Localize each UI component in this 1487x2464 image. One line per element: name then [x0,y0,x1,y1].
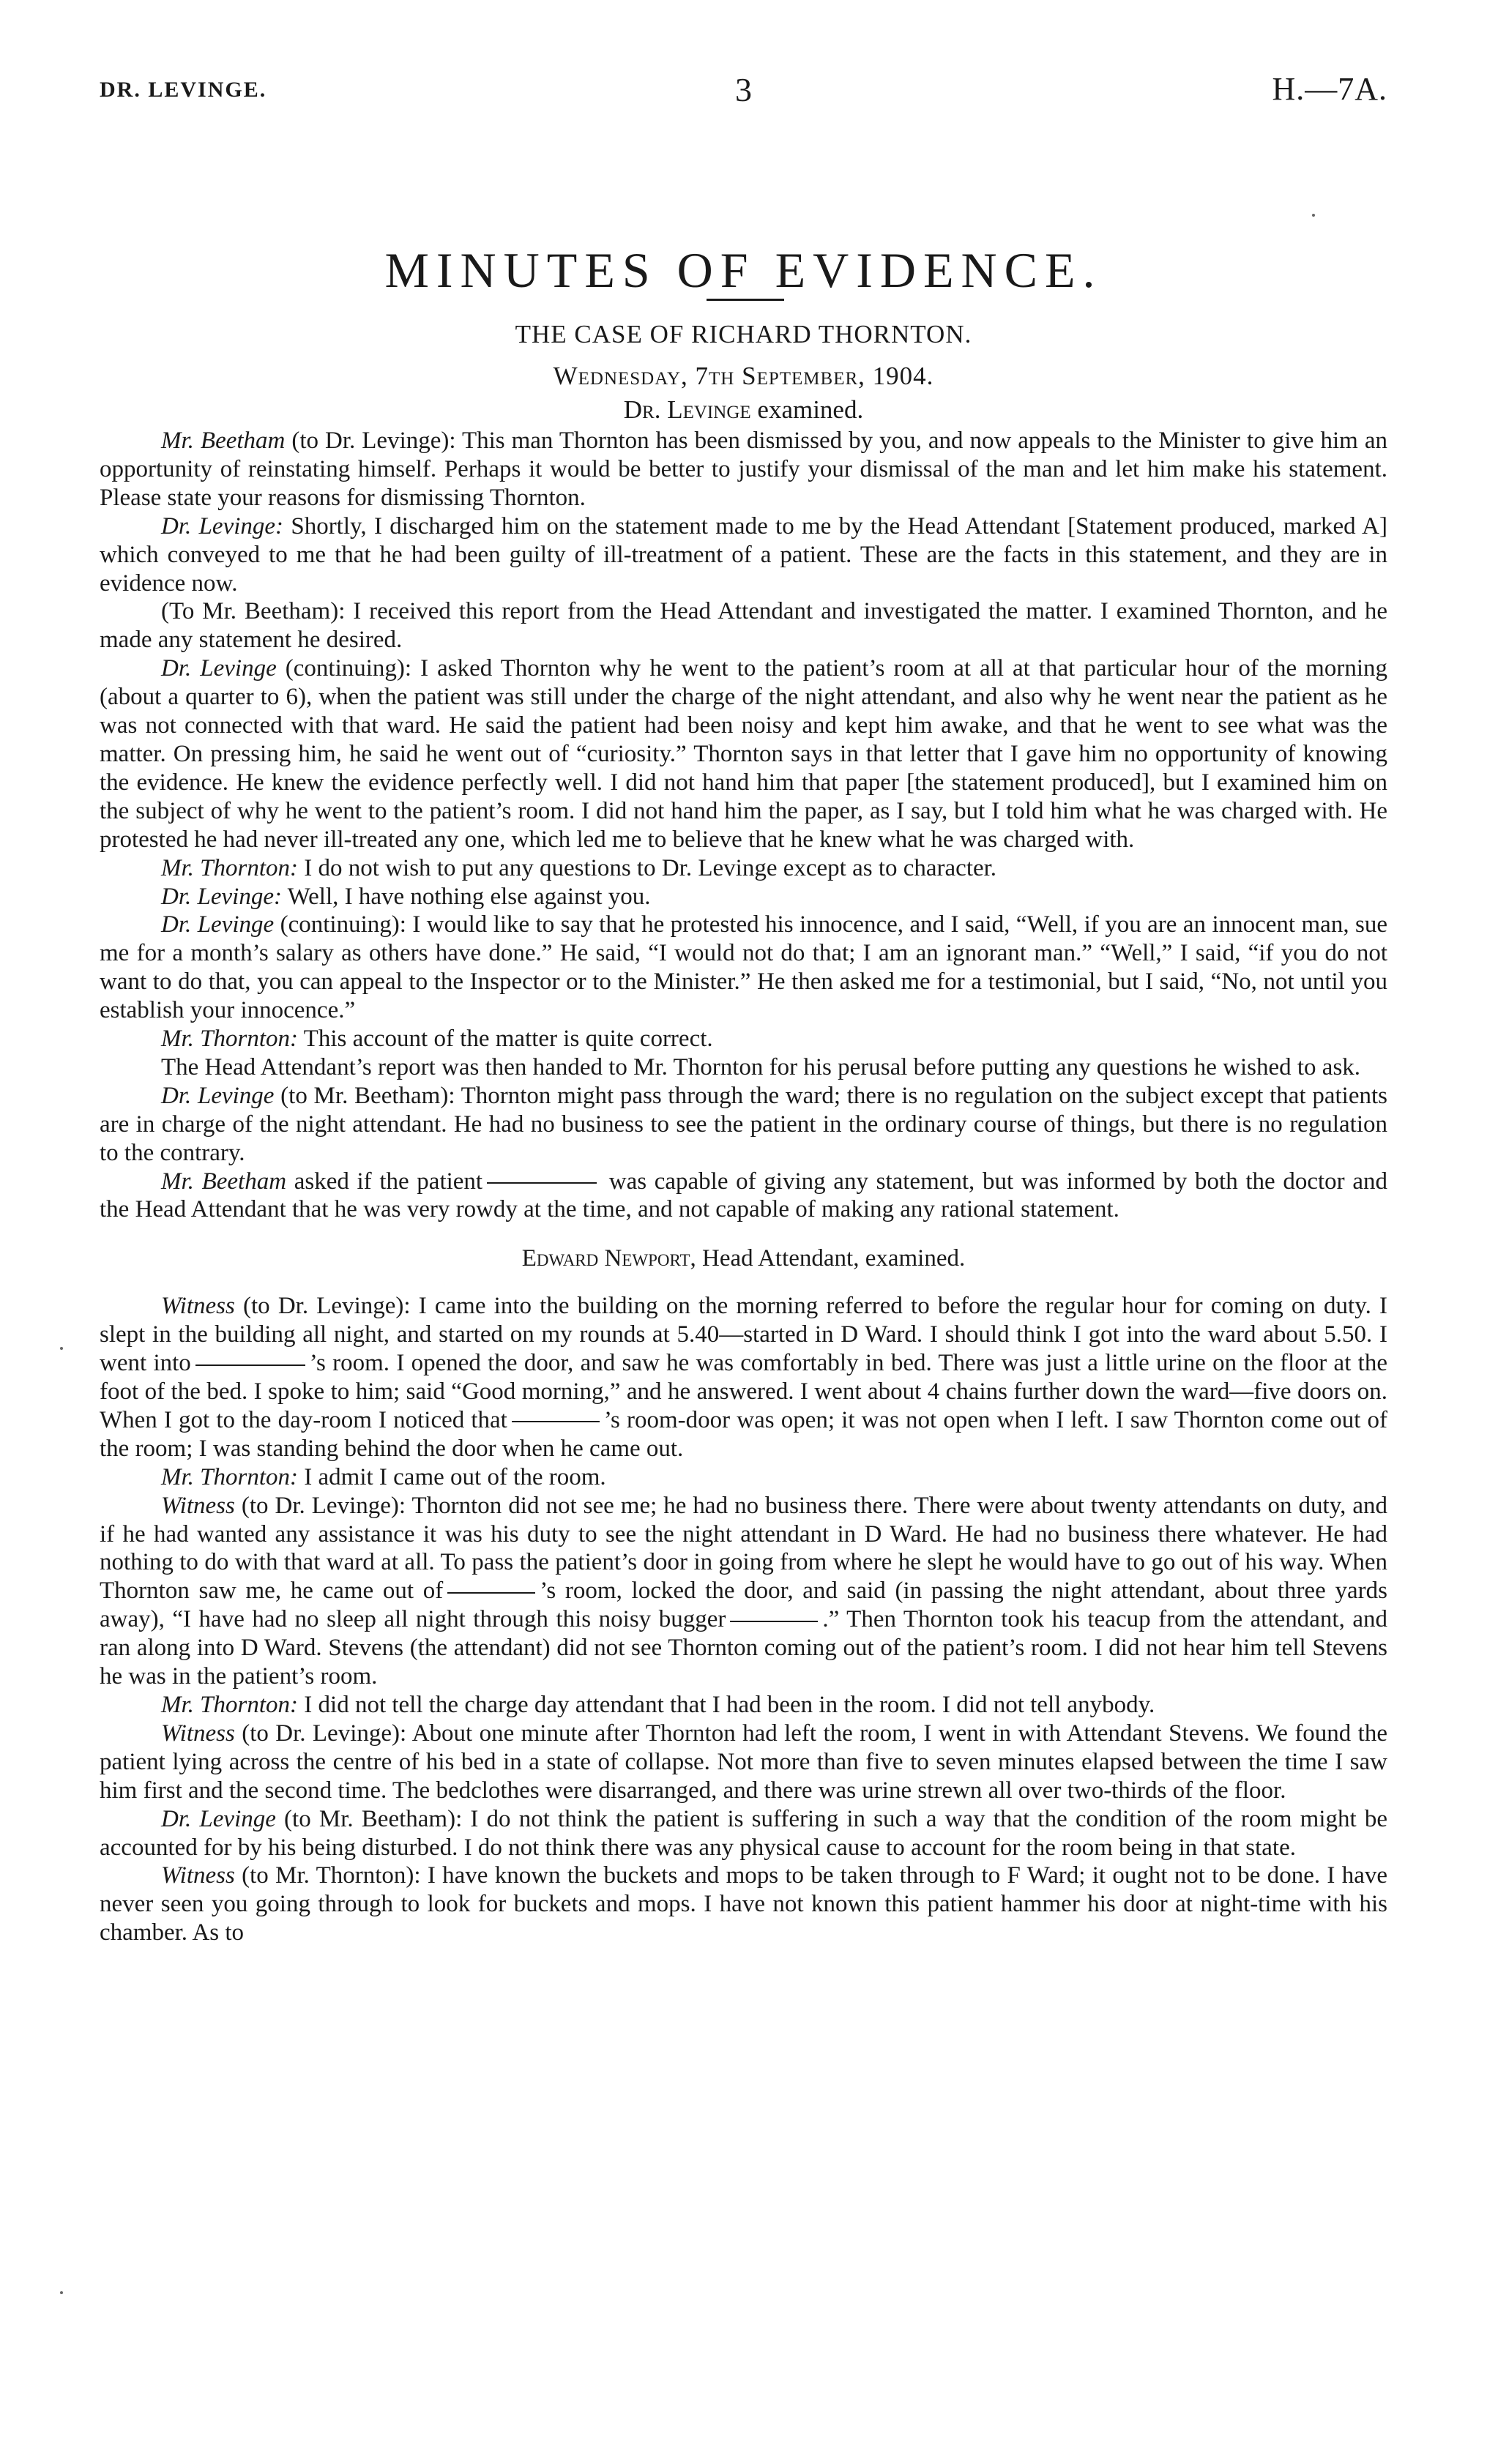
paragraph-text: I admit I came out of the room. [298,1463,606,1490]
paragraph-text: This account of the matter is quite correct. [298,1026,713,1053]
redacted-name-dash [730,1621,818,1622]
paragraph-text: (to Dr. Levinge): About one minute after Thornton had left the room, I went in with Attendant Stevens. We found the patient lying across the centre of his bed in a state of collapse. Not more than five to seven minutes elapsed between the time I saw him first and the second time. The bedclothes were disarranged, and there was urine strewn all over two-thirds of the floor. [100,1720,1387,1804]
witness-heading [100,1244,1387,1273]
print-speck [60,1347,63,1350]
paragraph [100,654,1387,854]
speaker: Mr. Thornton: [161,1026,299,1053]
paragraph-text: (to Mr. Thornton): I have known the buckets and mops to be taken through to F Ward; it ought not to be done. I have never seen you going through to look for buckets and mops. I have not known this patient hammer his door at night-time with his chamber. As to [100,1862,1387,1946]
case-examined-line [0,395,1487,425]
speaker: Dr. Levinge: [161,883,282,910]
paragraph-text: (continuing): I would like to say that he protested his innocence, and I said, “Well, if you are an innocent man, sue me for a month’s salary as others have done.” He said, “I would not do that; I am an ignorant man.” “Well,” I said, “if you do not want to do that, you can appeal to the Inspector or to the Minister.” He then asked me for a testimonial, but I said, “No, not until you establish your innocence.” [100,911,1387,1024]
paragraph [100,1082,1387,1168]
speaker: Mr. Beetham [161,1168,287,1195]
minutes-body [100,427,1387,1947]
paragraph-text: The Head Attendant’s report was then handed to Mr. Thornton for his perusal before putting any questions he wished to ask. [161,1053,1361,1080]
running-header [100,70,1387,114]
speaker: Dr. Levinge [161,1805,276,1832]
paragraph [100,1025,1387,1053]
witness-suffix: , Head Attendant, examined. [690,1245,966,1272]
page-number: 3 [735,71,752,108]
paragraph-text: (to Mr. Beetham): Thornton might pass through the ward; there is no regulation on the subject except that patients are in charge of the night attendant. He had no business to see the patient in the ordinary course of things, but there is no regulation to the contrary. [100,1082,1387,1166]
speaker: Dr. Levinge: [161,512,284,540]
paragraph [100,911,1387,1025]
redacted-name-dash [195,1364,305,1366]
speaker: Witness [161,1492,235,1519]
paragraph-text: (to Dr. Levinge): This man Thornton has been dismissed by you, and now appeals to the Minister to give him an opportunity of reinstating himself. Perhaps it would be better to justify your dismissal of the man and let him make his statement. Please state your reasons for dismissing Thornton. [100,428,1387,511]
paragraph [100,1492,1387,1691]
paragraph-text: .” Then Thornton took his teacup from the attendant, and ran along into D Ward. Stevens (the attendant) did not see Thornton coming out of the patient’s room. I did not hear him tell Stevens he was in the patient’s room. [100,1606,1387,1690]
examined-name: Dr. Levinge [623,395,751,424]
redacted-name-dash [487,1182,597,1184]
speaker: Dr. Levinge [161,655,277,682]
paragraph [100,1862,1387,1947]
paragraph [100,512,1387,598]
paragraph-text: ’s room, locked the door, and said (in passing the night attendant, about three yards away), “I have had no sleep all night through this noisy bugger [100,1578,1387,1633]
speaker: Witness [161,1720,235,1747]
paragraph-text: (continuing): I asked Thornton why he went to the patient’s room at all at that particular hour of the morning (about a quarter to 6), when the patient was still under the charge of the night attendant, and also why he went near the patient as he was not connected with that ward. He said the patient had been noisy and kept him awake, and that he went to see what was the matter. On pressing him, he said he went out of “curiosity.” Thornton says in that letter that I gave him no opportunity of knowing the evidence. He knew the evidence perfectly well. I did not hand him that paper [the statement produced], but I examined him on the subject of why he went to the patient’s room. I did not hand him the paper, as I say, but I told him what he was charged with. He protested he had never ill-treated any one, which led me to believe that he knew what he was charged with. [100,655,1387,853]
case-title: THE CASE OF RICHARD THORNTON. [515,320,972,348]
paragraph-text: (to Mr. Beetham): I do not think the patient is suffering in such a way that the condition of the room might be accounted for by his being disturbed. I do not think there was any physical cause to account for the room being in that state. [100,1805,1387,1861]
redacted-name-dash [447,1592,535,1594]
print-speck [1312,214,1315,217]
paragraph-text: ’s room. I opened the door, and saw he was comfortably in bed. There was just a little urine on the floor at the foot of the bed. I spoke to him; said “Good morning,” and he answered. I went about 4 chains further down the ward—five doors on. When I got to the day-room I noticed that [100,1350,1388,1433]
paragraph [100,1292,1387,1463]
paragraph-text: (to Dr. Levinge): I came into the building on the morning referred to before the regular hour for coming on duty. I slept in the building all night, and started on my rounds at 5.40—started in D Ward. I should think I got into the ward about 5.50. I went into [100,1293,1387,1377]
case-date: Wednesday, 7th September, 1904. [553,362,934,390]
paragraph-text: (To Mr. Beetham): I received this report from the Head Attendant and investigated the matter. I examined Thornton, and he made any statement he desired. [100,598,1387,654]
speaker: Mr. Thornton: [161,1463,299,1490]
paragraph-text: Shortly, I discharged him on the statement made to me by the Head Attendant [Statement produced, marked A] which conveyed to me that he had been guilty of ill-treatment of a patient. These are the facts in this statement, and they are in evidence now. [100,512,1387,597]
witness-name: Edward Newport [521,1245,690,1272]
paragraph [100,597,1387,654]
paragraph [100,854,1387,883]
paragraph [100,1691,1387,1720]
speaker: Witness [161,1293,235,1320]
paragraph-text: asked if the patient [286,1168,483,1195]
paragraph-text: I did not tell the charge day attendant that I had been in the room. I did not tell anybody. [298,1691,1155,1718]
paragraph-text: Well, I have nothing else against you. [281,883,651,910]
speaker: Dr. Levinge [161,911,275,938]
paragraph [100,427,1387,512]
paragraph-text: was capable of giving any statement, but was informed by both the doctor and the Head Attendant that he was very rowdy at the time, and not capable of making any rational statement. [100,1168,1387,1223]
paragraph [100,883,1387,911]
paragraph-text: (to Dr. Levinge): Thornton did not see me; he had no business there. There were about twenty attendants on duty, and if he had wanted any assistance it was his duty to see the night attendant in D Ward. He had no business there whatever. He had nothing to do with that ward at all. To pass the patient’s door in going from where he slept he would have to go out of his way. When Thornton saw me, he came out of [100,1492,1387,1605]
header-left-label: DR. LEVINGE. [100,78,267,102]
paragraph [100,1805,1387,1862]
title-rule [707,299,784,301]
print-speck [60,2291,63,2294]
paragraph-text: I do not wish to put any questions to Dr. Levinge except as to character. [298,854,997,881]
document-code: H.—7A. [1272,71,1387,107]
examined-suffix: examined. [750,395,864,424]
redacted-name-dash [512,1421,600,1422]
paragraph [100,1053,1387,1082]
paragraph [100,1720,1387,1805]
speaker: Mr. Thornton: [161,854,299,881]
speaker: Mr. Thornton: [161,1691,299,1718]
speaker: Dr. Levinge [161,1082,275,1109]
main-title: MINUTES OF EVIDENCE. [384,242,1103,298]
paragraph [100,1463,1387,1492]
paragraph-text: ’s room-door was open; it was not open when I left. I saw Thornton come out of the room; I was standing behind the door when he came out. [100,1406,1387,1462]
paragraph [100,1168,1387,1225]
speaker: Witness [161,1862,235,1889]
speaker: Mr. Beetham [161,428,286,454]
